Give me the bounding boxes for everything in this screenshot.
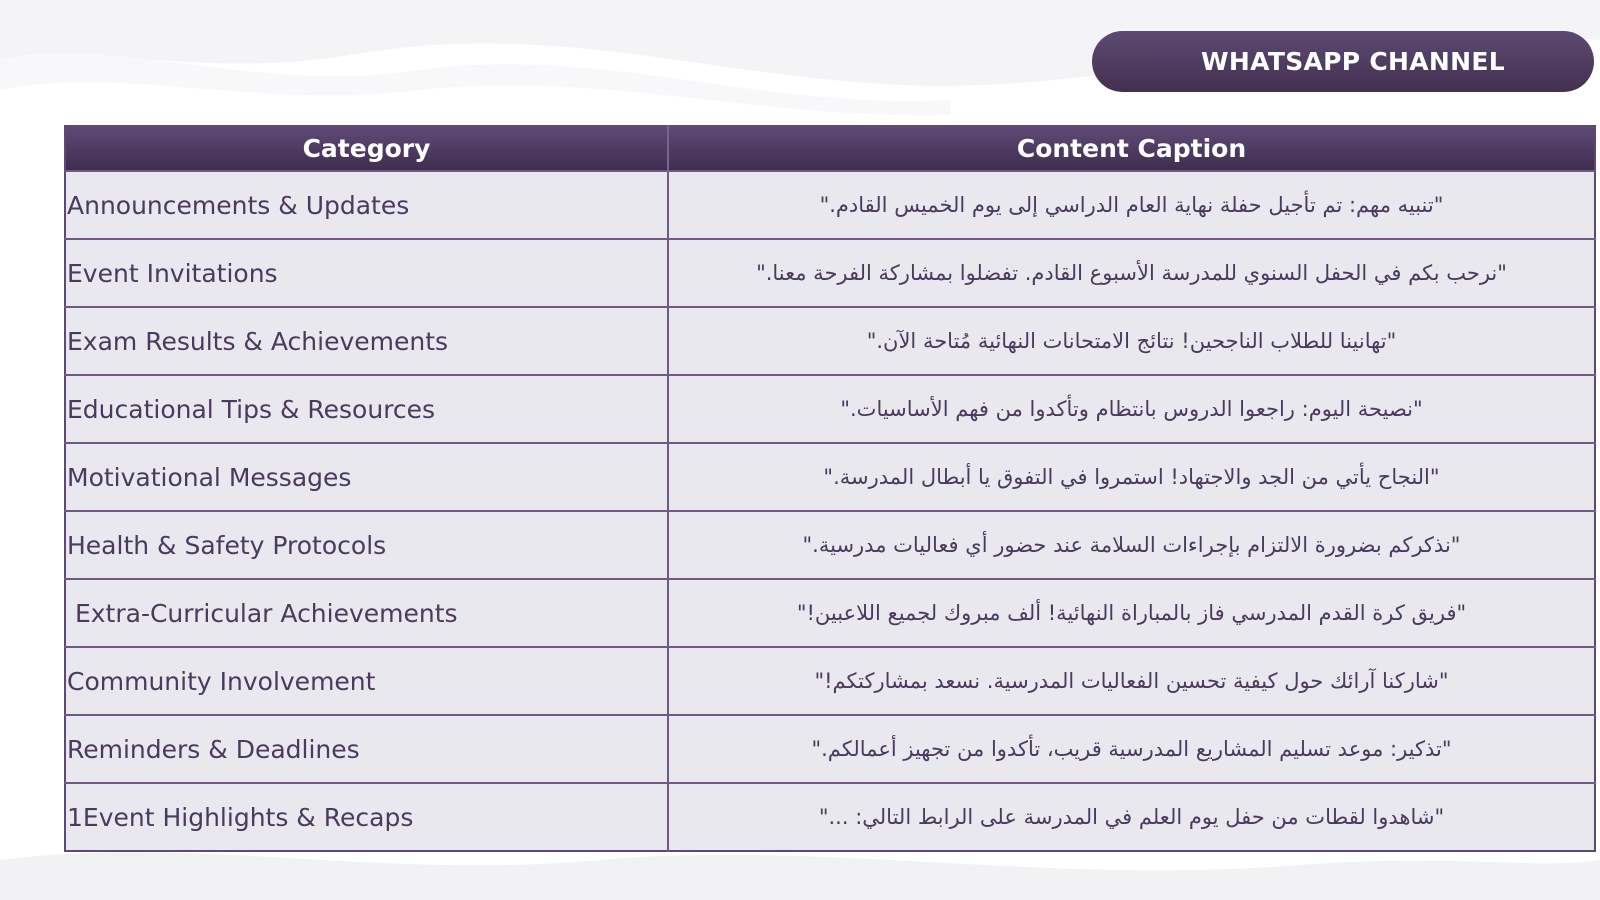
caption-cell: "شاهدوا لقطات من حفل يوم العلم في المدرسة على الرابط التالي: ..." (668, 783, 1595, 851)
table-header-row (65, 126, 1595, 171)
caption-cell: "تذكير: موعد تسليم المشاريع المدرسية قريب، تأكدوا من تجهيز أعمالكم." (668, 715, 1595, 783)
whatsapp-channel-banner (1092, 31, 1594, 92)
category-cell: Exam Results & Achievements (65, 307, 668, 375)
caption-cell: "نذكركم بضرورة الالتزام بإجراءات السلامة عند حضور أي فعاليات مدرسية." (668, 511, 1595, 579)
category-cell: Extra-Curricular Achievements (65, 579, 668, 647)
table-row (65, 647, 1595, 715)
table-row (65, 307, 1595, 375)
category-cell: Educational Tips & Resources (65, 375, 668, 443)
category-cell: 1Event Highlights & Recaps (65, 783, 668, 851)
content-table (64, 125, 1596, 852)
category-cell: Announcements & Updates (65, 171, 668, 239)
category-cell: Community Involvement (65, 647, 668, 715)
table-row (65, 783, 1595, 851)
caption-cell: "نصيحة اليوم: راجعوا الدروس بانتظام وتأكدوا من فهم الأساسيات." (668, 375, 1595, 443)
column-header-caption: Content Caption (668, 126, 1595, 171)
table-row (65, 443, 1595, 511)
table-row (65, 239, 1595, 307)
category-cell: Motivational Messages (65, 443, 668, 511)
column-header-category: Category (65, 126, 668, 171)
caption-cell: "شاركنا آرائك حول كيفية تحسين الفعاليات المدرسية. نسعد بمشاركتكم!" (668, 647, 1595, 715)
table-row (65, 511, 1595, 579)
caption-cell: "تنبيه مهم: تم تأجيل حفلة نهاية العام الدراسي إلى يوم الخميس القادم." (668, 171, 1595, 239)
caption-cell: "النجاح يأتي من الجد والاجتهاد! استمروا في التفوق يا أبطال المدرسة." (668, 443, 1595, 511)
channel-title: WHATSAPP CHANNEL (1201, 47, 1505, 76)
table-row (65, 715, 1595, 783)
category-cell: Event Invitations (65, 239, 668, 307)
caption-cell: "نرحب بكم في الحفل السنوي للمدرسة الأسبوع القادم. تفضلوا بمشاركة الفرحة معنا." (668, 239, 1595, 307)
category-cell: Health & Safety Protocols (65, 511, 668, 579)
caption-cell: "فريق كرة القدم المدرسي فاز بالمباراة النهائية! ألف مبروك لجميع اللاعبين!" (668, 579, 1595, 647)
table-row (65, 579, 1595, 647)
table-row (65, 375, 1595, 443)
caption-cell: "تهانينا للطلاب الناجحين! نتائج الامتحانات النهائية مُتاحة الآن." (668, 307, 1595, 375)
category-cell: Reminders & Deadlines (65, 715, 668, 783)
table-row (65, 171, 1595, 239)
